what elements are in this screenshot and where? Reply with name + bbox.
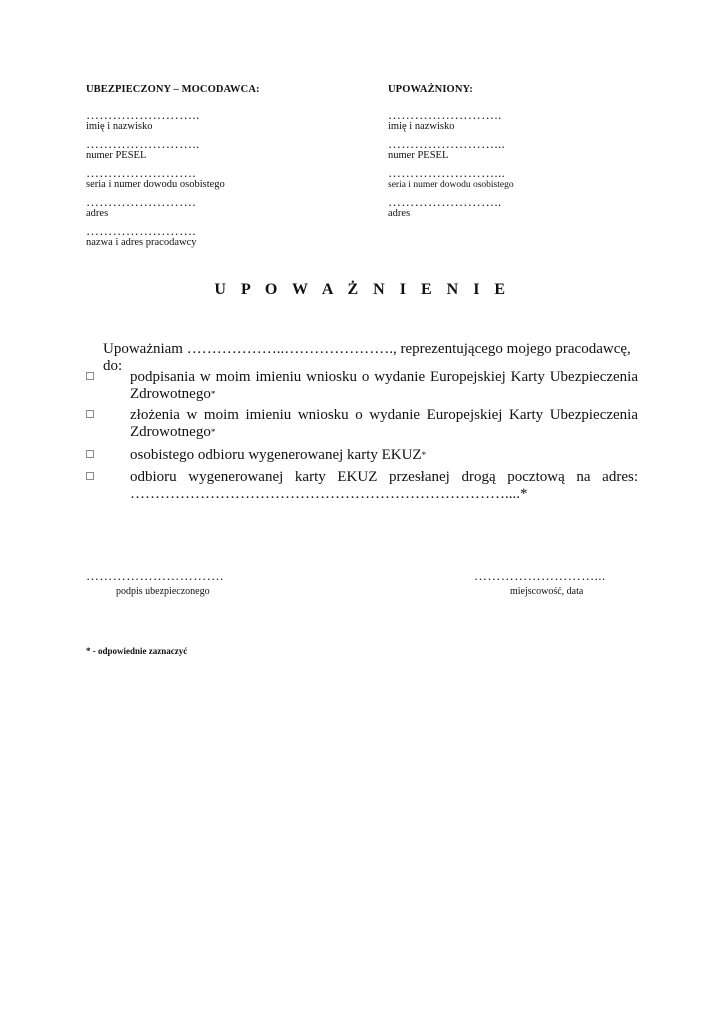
asterisk-mark: * (421, 450, 427, 460)
option-text: odbioru wygenerowanej karty EKUZ przesłanej drogą pocztową na adres: (130, 469, 638, 485)
id-card-dotted-line[interactable]: ……………………. (86, 165, 196, 180)
option-text: osobistego odbioru wygenerowanej karty EKUZ (130, 447, 422, 463)
checkbox[interactable] (86, 450, 94, 458)
id-card-label: seria i numer dowodu osobistego (86, 179, 225, 190)
name-label: imię i nazwisko (86, 121, 153, 132)
place-date-label: miejscowość, data (510, 586, 584, 597)
pesel-dotted-line[interactable]: …………………….. (86, 136, 200, 151)
employer-label: nazwa i adres pracodawcy (86, 237, 197, 248)
option-text: podpisania w moim imieniu wniosku o wydanie Europejskiej Karty Ubezpieczenia Zdrowotnego (130, 369, 638, 402)
checkbox[interactable] (86, 472, 94, 480)
option-postal-delivery (86, 469, 646, 503)
insured-principal-heading: UBEZPIECZONY – MOCODAWCA: (86, 84, 260, 95)
id-card-dotted-line[interactable]: ……………………... (388, 165, 506, 180)
pesel-label: numer PESEL (388, 150, 449, 161)
footnote: * - odpowiednie zaznaczyć (86, 646, 188, 656)
checkbox[interactable] (86, 410, 94, 418)
address-label: adres (86, 208, 109, 219)
address-label: adres (388, 208, 411, 219)
signature-dotted-line[interactable]: …………………………. (86, 568, 224, 583)
insured-signature-block (86, 568, 224, 597)
postal-address-dotted-line[interactable]: …………………………………………………………………....* (130, 486, 528, 502)
id-card-label: seria i numer dowodu osobistego (388, 180, 514, 190)
option-personal-pickup (86, 447, 646, 464)
option-text: złożenia w moim imieniu wniosku o wydanie Europejskiej Karty Ubezpieczenia Zdrowotnego (130, 407, 638, 440)
place-date-dotted-line[interactable]: ………………………... (474, 568, 606, 583)
checkbox[interactable] (86, 372, 94, 380)
authorized-person-section (388, 84, 618, 225)
asterisk-mark: * (210, 389, 216, 399)
pesel-label: numer PESEL (86, 150, 147, 161)
address-dotted-line[interactable]: …………………….. (388, 194, 502, 209)
signature-label: podpis ubezpieczonego (116, 586, 210, 597)
pesel-dotted-line[interactable]: ……………………... (388, 136, 506, 151)
address-dotted-line[interactable]: ……………………. (86, 194, 196, 209)
name-label: imię i nazwisko (388, 121, 455, 132)
option-submit-application (86, 407, 646, 441)
option-sign-application (86, 369, 646, 403)
asterisk-mark: * (210, 427, 216, 437)
employer-dotted-line[interactable]: ……………………. (86, 223, 196, 238)
document-title: U P O W A Ż N I E N I E (214, 281, 511, 298)
name-dotted-line[interactable]: …………………….. (388, 107, 502, 122)
authorized-person-heading: UPOWAŻNIONY: (388, 84, 473, 95)
name-dotted-line[interactable]: …………………….. (86, 107, 200, 122)
insured-principal-section (86, 84, 316, 254)
place-date-block (474, 568, 606, 597)
authorization-intro: Upoważniam ………………..…………………., reprezentującego mojego pracodawcę, do: (103, 341, 631, 374)
